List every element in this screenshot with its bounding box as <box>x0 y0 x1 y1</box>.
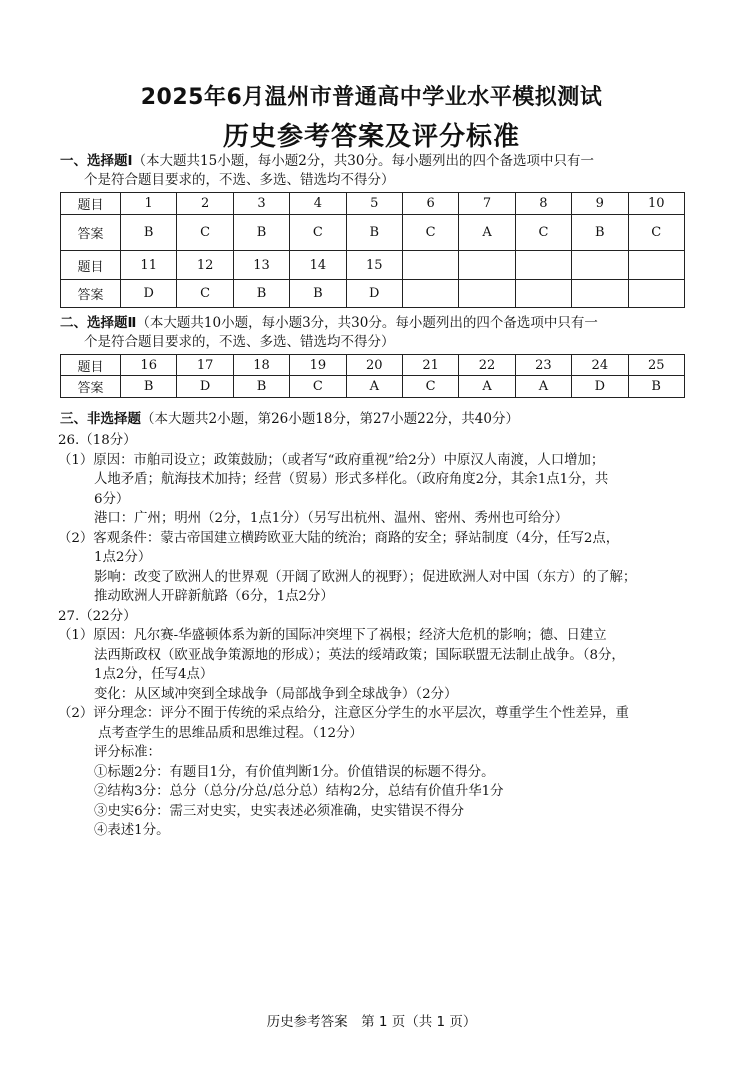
table-row <box>61 280 685 308</box>
section1-desc-line1: （本大题共15小题，每小题2分，共30分。每小题列出的四个备选项中只有一 <box>132 153 594 169</box>
table-cell: 10 <box>628 193 684 215</box>
table-cell: 25 <box>628 355 684 376</box>
q26-part1-ports: 港口：广州；明州（2分，1点1分）（另写出杭州、温州、密州、秀州也可给分） <box>94 511 569 526</box>
table-cell: A <box>346 376 402 398</box>
table-cell: A <box>459 376 515 398</box>
q27-part1-line1: （1）原因：凡尔赛-华盛顿体系为新的国际冲突埋下了祸根；经济大危机的影响；德、日建立 <box>58 628 607 643</box>
table-cell: 9 <box>572 193 628 215</box>
table-row <box>61 251 685 280</box>
table-cell: 7 <box>459 193 515 215</box>
section1-desc-line2: 个是符合题目要求的，不选、多选、错选均不得分） <box>84 172 395 188</box>
q27-criterion-1: ①标题2分：有题目1分，有价值判断1分。价值错误的标题不得分。 <box>94 764 495 780</box>
q26-part1-line3: 6分） <box>94 491 130 507</box>
table-cell <box>402 280 458 308</box>
table-cell: B <box>233 280 289 308</box>
section2-desc-line1: （本大题共10小题，每小题3分，共30分。每小题列出的四个备选项中只有一 <box>136 315 598 331</box>
row-label: 题目 <box>61 193 121 215</box>
q26-part2-line2: 1点2分） <box>94 550 152 565</box>
q27-part2-line2: 点考查学生的思维品质和思维过程。（12分） <box>98 725 363 741</box>
table-cell: B <box>233 376 289 398</box>
table-cell: 23 <box>515 355 571 376</box>
q26-part2-line1: （2）客观条件：蒙古帝国建立横跨欧亚大陆的统治；商路的安全；驿站制度（4分，任写2点， <box>58 530 620 546</box>
table-cell <box>459 280 515 308</box>
table-cell <box>628 251 684 280</box>
q27-criterion-3: ③史实6分：需三对史实，史实表述必须准确，史实错误不得分 <box>94 803 465 819</box>
q27-part1-line4: 变化：从区域冲突到全球战争（局部战争到全球战争）（2分） <box>94 686 458 702</box>
table-cell: A <box>459 215 515 251</box>
q26-part2-line4: 推动欧洲人开辟新航路（6分，1点2分） <box>94 589 334 604</box>
table-cell: B <box>572 215 628 251</box>
table-cell: C <box>628 215 684 251</box>
q27-label: 27.（22分） <box>58 608 137 624</box>
table-cell: B <box>121 215 177 251</box>
table-cell: A <box>515 376 571 398</box>
q26-part1-line2: 人地矛盾；航海技术加持；经营（贸易）形式多样化。（政府角度2分，其余1点1分，共 <box>94 472 609 487</box>
table-cell: D <box>572 376 628 398</box>
q27-criteria-label: 评分标准： <box>94 745 161 760</box>
table-cell: B <box>233 215 289 251</box>
row-label: 题目 <box>61 355 121 376</box>
table-cell: 3 <box>233 193 289 215</box>
table-cell: 18 <box>233 355 289 376</box>
page-title: 2025年6月温州市普通高中学业水平模拟测试 <box>140 85 603 110</box>
table-cell: D <box>177 376 233 398</box>
section3-desc: （本大题共2小题，第26小题18分，第27小题22分，共40分） <box>141 411 519 427</box>
table-cell: C <box>290 376 346 398</box>
row-label: 答案 <box>61 376 121 398</box>
table-cell: D <box>121 280 177 308</box>
q26-label: 26.（18分） <box>58 433 137 448</box>
table-cell: C <box>402 376 458 398</box>
table-cell <box>515 251 571 280</box>
table-cell: 13 <box>233 251 289 280</box>
table-row <box>61 215 685 251</box>
table-cell: 2 <box>177 193 233 215</box>
section2-answer-table <box>60 354 685 398</box>
q27-part2-line1: （2）评分理念：评分不囿于传统的采点给分，注意区分学生的水平层次，尊重学生个性差异，重 <box>58 706 629 721</box>
table-cell: 4 <box>290 193 346 215</box>
section1-title: 一、选择题Ⅰ <box>60 153 133 169</box>
section1-heading <box>60 152 690 190</box>
table-row <box>61 355 685 376</box>
table-cell <box>459 251 515 280</box>
table-cell: D <box>346 280 402 308</box>
table-cell <box>572 280 628 308</box>
table-row <box>61 193 685 215</box>
table-cell: 14 <box>290 251 346 280</box>
table-cell: C <box>177 280 233 308</box>
table-cell <box>515 280 571 308</box>
table-cell: 6 <box>402 193 458 215</box>
row-label: 答案 <box>61 215 121 251</box>
table-cell: C <box>402 215 458 251</box>
table-cell: 8 <box>515 193 571 215</box>
table-cell <box>628 280 684 308</box>
table-cell: 19 <box>290 355 346 376</box>
section3-body <box>58 431 698 841</box>
table-cell: 24 <box>572 355 628 376</box>
table-cell: 1 <box>121 193 177 215</box>
table-cell: 12 <box>177 251 233 280</box>
table-cell: 21 <box>402 355 458 376</box>
q26-part1-line1: （1）原因：市舶司设立；政策鼓励；（或者写“政府重视”给2分）中原汉人南渡，人口增加； <box>58 452 605 468</box>
table-cell: 22 <box>459 355 515 376</box>
table-cell <box>572 251 628 280</box>
section2-title: 二、选择题Ⅱ <box>60 315 137 331</box>
table-cell: 17 <box>177 355 233 376</box>
row-label: 题目 <box>61 251 121 280</box>
table-cell: 11 <box>121 251 177 280</box>
q26-part2-line3: 影响：改变了欧洲人的世界观（开阔了欧洲人的视野）；促进欧洲人对中国（东方）的了解； <box>94 569 637 585</box>
table-cell: B <box>628 376 684 398</box>
section2-heading <box>60 314 690 352</box>
table-cell: C <box>290 215 346 251</box>
table-cell <box>402 251 458 280</box>
section1-answer-table <box>60 192 685 308</box>
table-row <box>61 376 685 398</box>
page-footer: 历史参考答案 第 1 页（共 1 页） <box>266 1014 477 1030</box>
q27-part1-line3: 1点2分，任写4点） <box>94 667 214 682</box>
row-label: 答案 <box>61 280 121 308</box>
q27-criterion-2: ②结构3分：总分（总分/分总/总分总）结构2分，总结有价值升华1分 <box>94 784 504 799</box>
section3-heading <box>60 410 690 429</box>
table-cell: B <box>346 215 402 251</box>
table-cell: C <box>177 215 233 251</box>
table-cell: 15 <box>346 251 402 280</box>
table-cell: C <box>515 215 571 251</box>
q27-criterion-4: ④表述1分。 <box>94 823 170 838</box>
table-cell: B <box>121 376 177 398</box>
table-cell: 16 <box>121 355 177 376</box>
table-cell: 20 <box>346 355 402 376</box>
page-subtitle: 历史参考答案及评分标准 <box>222 122 520 152</box>
table-cell: 5 <box>346 193 402 215</box>
q27-part1-line2: 法西斯政权（欧亚战争策源地的形成）；英法的绥靖政策；国际联盟无法制止战争。（8分， <box>94 647 625 663</box>
section2-desc-line2: 个是符合题目要求的，不选、多选、错选均不得分） <box>84 334 395 350</box>
section3-title: 三、非选择题 <box>60 411 141 427</box>
table-cell: B <box>290 280 346 308</box>
